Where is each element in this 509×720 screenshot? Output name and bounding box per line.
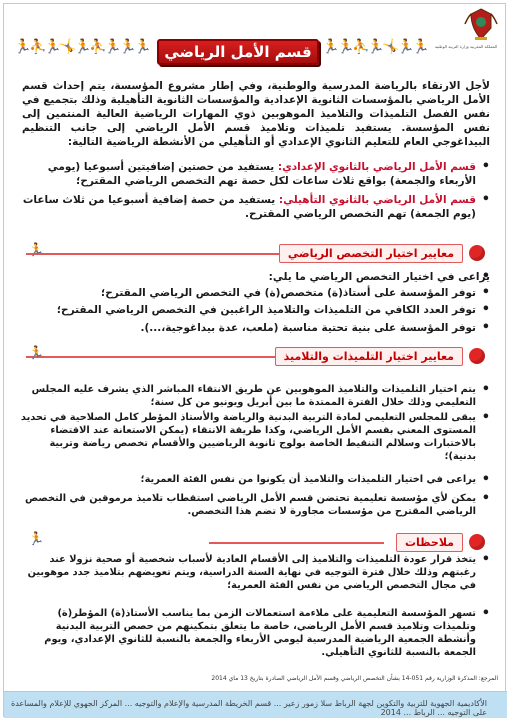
bullet-heading: قسم الأمل الرياضي بالثانوي الإعدادي:	[277, 161, 476, 173]
runner-icon: ⛹	[89, 39, 107, 55]
runner-icon: 🏃	[119, 39, 137, 55]
runner-icon: 🏃	[337, 39, 355, 55]
students-item: • يراعى في اختيار التلميذات والتلاميذ أن يكونوا من نفس الفئة العمرية؛	[16, 473, 490, 486]
runner-icon: 🏃	[412, 39, 430, 55]
students-item: • يمكن لأي مؤسسة تعليمية تحتضن قسم الأمل الرياضي استقطاب تلاميذ مرموقين في التخصص الرياضي المقترح من مؤسسات مجاورة لا تضم هذا التخصص.	[16, 492, 490, 518]
footer-bar: الأكاديمية الجهوية للتربية والتكوين لجهة الرباط سلا زمور زعير ... قسم الخريطة المدرسية والإعلام والتوجيه ... المركز الجهوي للإعلام والمساعدة على التوجيه ... الرباط ... 2014	[4, 691, 507, 718]
runner-icon: 🏃	[74, 39, 92, 55]
runner-icon: 🏃	[44, 39, 62, 55]
ball-icon	[469, 348, 485, 364]
runner-icon: 🏃	[367, 39, 385, 55]
runner-icon: 🏃	[28, 532, 45, 547]
header	[4, 4, 507, 76]
runner-icon: ⛹	[29, 39, 47, 55]
runner-icon: 🤸	[59, 39, 77, 55]
runner-icon: 🏃	[28, 346, 45, 361]
ministry-label: المملكة المغربية وزارة التربية الوطنية	[434, 44, 498, 49]
page	[3, 3, 506, 717]
bullet-middle-school	[16, 160, 490, 188]
ball-icon	[469, 534, 485, 550]
intro-paragraph: لأجل الارتقاء بالرياضة المدرسية والوطنية، وفي إطار مشروع المؤسسة، يتم إحداث قسم الأمل الرياضي بالمؤسسات الثانوية الإعدادية والمؤسسات الثانوية التأهيلية وذلك بتجميع في نفس الفصل التلميذات والتلاميذ الموهوبين ذوي المهارات الرياضية العالية المنتمين إلى نفس المؤسسة. يستفيد تلميذات وتلاميذ قسم الأمل الرياضي إلى جانب التنظيم البيداغوجي العام للتعليم الثانوي الإعدادي أو التأهيلي من الأنشطة الرياضية التالية:	[22, 80, 490, 148]
bullet-heading: قسم الأمل الرياضي بالثانوي التأهيلي:	[278, 194, 476, 206]
specialty-item: • توفر العدد الكافي من التلميذات والتلاميذ الراغبين في التخصص الرياضي المقترح؛	[16, 303, 490, 317]
specialty-item: • توفر المؤسسة على بنية تحتية مناسبة (ملعب، عدة بيداغوجية،...).	[16, 321, 490, 335]
notes-item: • يتخذ قرار عودة التلميذات والتلاميذ إلى الأقسام العادية لأسباب شخصية أو صحية نزولا عند رغبتهم وذلك خلال فترة التوجيه في نهاية السنة الدراسية، ويتم تعويضهم بتلاميذ جدد موهوبين في مجال التخصص الرياضي من نفس الفئة العمرية؛	[16, 553, 490, 592]
bullet-text: يستفيد من حصتين إضافيتين أسبوعيا (يومي الأربعاء والجمعة) بواقع ثلاث ساعات لكل حصة تهم التخصص الرياضي المقترح؛	[47, 161, 476, 187]
section-divider	[209, 542, 384, 544]
runner-icon: 🏃	[134, 39, 152, 55]
notes-item: • تسهر المؤسسة التعليمية على ملاءمة استعمالات الزمن بما يناسب الأستاذ(ة) المؤطر(ة) وتلميذات وتلاميذ قسم الأمل الرياضي، خاصة ما يتعلق بتمكينهم من حصص التربية البدنية وأنشطة الجمعية الرياضية المدرسية ليومي الأربعاء والجمعة بالنسبة للثانوي الإعدادي، ويوم الجمعة بالنسبة للثانوي التأهيلي.	[16, 607, 490, 659]
runner-icon: 🏃	[28, 243, 45, 258]
section-specialty-heading: معايير اختيار التخصص الرياضي	[279, 243, 485, 263]
athletes-icons-right	[322, 38, 430, 58]
runner-icon: ⛹	[352, 39, 370, 55]
bullet-high-school	[16, 193, 490, 221]
runner-icon: 🏃	[322, 39, 340, 55]
runner-icon: 🏃	[104, 39, 122, 55]
ball-icon	[469, 245, 485, 261]
bullet-text: يستفيد من حصة إضافية أسبوعيا من ثلاث ساعات (يوم الجمعة) تهم التخصص الرياضي المقترح.	[22, 194, 476, 220]
specialty-item: • توفر المؤسسة على أستاذ(ة) متخصص(ة) في التخصص الرياضي المقترح؛	[16, 286, 490, 300]
coat-of-arms-icon	[461, 6, 501, 44]
section-notes-heading: ملاحظات	[396, 532, 485, 552]
runner-icon: 🏃	[397, 39, 415, 55]
runner-icon: 🤸	[382, 39, 400, 55]
page-title: قسم الأمل الرياضي	[157, 39, 319, 65]
section-students-heading: معايير اختيار التلميذات والتلاميذ	[275, 346, 485, 366]
students-item: • يبقى للمجلس التعليمي لمادة التربية البدنية والرياضة والأستاذ المؤطر كامل الصلاحية في تحديد المستوى المعني بقسم الأمل الرياضي، وكذا طريقة الانتقاء (يمكن الاستعانة عند الاقتضاء بالاختبارات وسلالم التنقيط الخاصة بولوج ثانوية الرياضيين والأقسام تخصص رياضة وتربية بدنية)؛	[16, 411, 490, 463]
athletes-icons-left	[14, 38, 152, 58]
students-item: • يتم اختيار التلميذات والتلاميذ الموهوبين عن طريق الانتقاء المباشر الذي يشرف عليه المجلس التعليمي وذلك خلال الفترة الممتدة ما بين أبريل ويونيو من كل سنة؛	[16, 383, 490, 409]
runner-icon: 🏃	[14, 39, 32, 55]
reference-note: المرجع: المذكرة الوزارية رقم 051-14 بشأن التخصص الرياضي وقسم الأمل الرياضي الصادرة بتاريخ 13 ماي 2014	[211, 675, 498, 682]
specialty-intro: • يراعى في اختيار التخصص الرياضي ما يلي:	[16, 270, 490, 284]
